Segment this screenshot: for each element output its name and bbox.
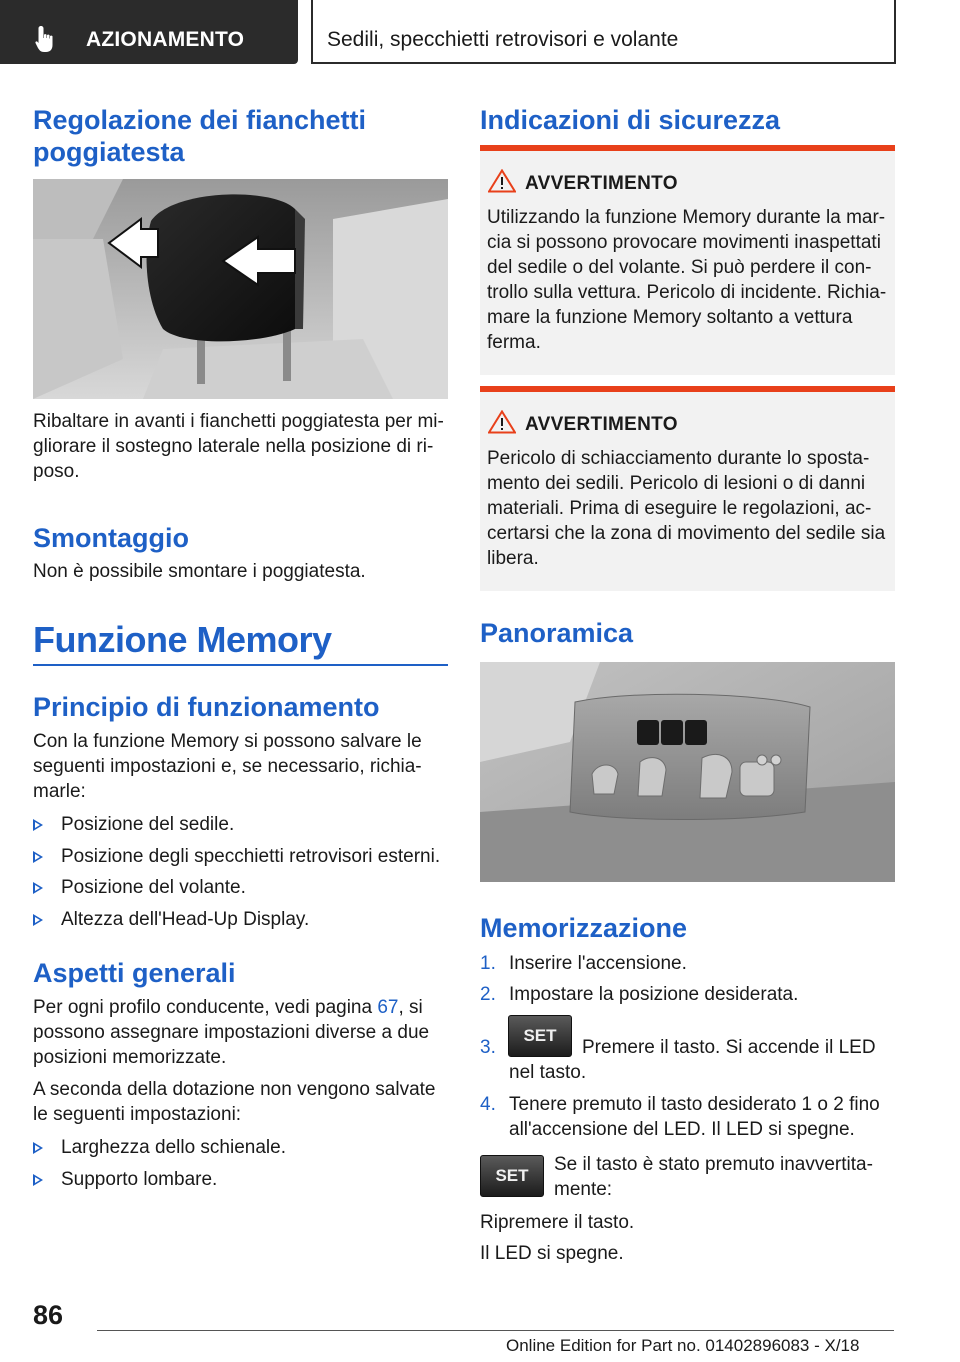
warning-title: AVVERTIMENTO: [525, 414, 678, 435]
text-line: Se il tasto è stato premuto inavvertita-: [554, 1154, 873, 1175]
overview-heading: Panoramica: [480, 618, 634, 648]
step-number: 4.: [480, 1094, 496, 1115]
text-line: ferma.: [487, 332, 541, 353]
bullet-triangle-icon: [33, 882, 43, 894]
warning-triangle-icon: [488, 410, 516, 434]
removal-heading: Smontaggio: [33, 523, 189, 553]
text-line: seguenti impostazioni e, se necessario, richia-: [33, 756, 422, 777]
text-line: del sedile o del volante. Si può perdere il con-: [487, 257, 872, 278]
text-line: cia si possono provocare movimenti inaspettati: [487, 232, 881, 253]
step-number: 1.: [480, 953, 496, 974]
text-line: poso.: [33, 461, 80, 482]
text-line: A seconda della dotazione non vengono salvate: [33, 1079, 436, 1100]
page-link[interactable]: 67: [377, 997, 399, 1018]
text-line: marle:: [33, 781, 86, 802]
general-text-2: [33, 1077, 435, 1127]
set-button-icon: SET: [508, 1015, 572, 1057]
list-item-text: Larghezza dello schienale.: [61, 1137, 286, 1158]
text-line: Il LED si spegne.: [480, 1243, 624, 1264]
text-line: possono assegnare impostazioni diverse a due: [33, 1022, 430, 1043]
list-item-text: Altezza dell'Head-Up Display.: [61, 909, 310, 930]
text-line: mare la funzione Memory soltanto a vettura: [487, 307, 853, 328]
bullet-triangle-icon: [33, 819, 43, 831]
memory-heading: Funzione Memory: [33, 619, 332, 660]
headrest-photo: [33, 179, 448, 399]
bullet-triangle-icon: [33, 1142, 43, 1154]
text-line: materiali. Prima di eseguire le regolazioni, ac-: [487, 498, 872, 519]
text-line: mento dei sedili. Pericolo di lesioni o di danni: [487, 473, 866, 494]
heading-line: Regolazione dei fianchetti: [33, 105, 367, 135]
principle-heading: Principio di funzionamento: [33, 692, 380, 722]
headrest-wings-heading: [33, 104, 366, 168]
step-text: Tenere premuto il tasto desiderato 1 o 2 fino: [509, 1094, 880, 1115]
step-text: Premere il tasto. Si accende il LED: [582, 1037, 876, 1058]
text-fragment: Per ogni profilo conducente, vedi pagina: [33, 997, 378, 1018]
list-item-text: Posizione del volante.: [61, 877, 246, 898]
edition-text: Online Edition for Part no. 01402896083 - X/18: [506, 1336, 860, 1355]
hand-pointer-icon: [34, 24, 60, 54]
step-text: Impostare la posizione desiderata.: [509, 984, 799, 1005]
general-text: [33, 995, 429, 1070]
text-line: Pericolo di schiacciamento durante lo sposta-: [487, 448, 870, 469]
step-text: nel tasto.: [509, 1062, 587, 1083]
list-item-text: Supporto lombare.: [61, 1169, 218, 1190]
text-fragment: , si: [398, 997, 423, 1018]
text-line: Ribaltare in avanti i fianchetti poggiatesta per mi-: [33, 411, 444, 432]
bullet-triangle-icon: [33, 851, 43, 863]
safety-heading: Indicazioni di sicurezza: [480, 105, 781, 135]
warning-text: [487, 205, 889, 355]
text-line: Utilizzando la funzione Memory durante la mar-: [487, 207, 886, 228]
text-line: Con la funzione Memory si possono salvare le: [33, 731, 422, 752]
set-button-icon: SET: [480, 1155, 544, 1197]
bullet-triangle-icon: [33, 914, 43, 926]
warning-title: AVVERTIMENTO: [525, 173, 678, 194]
text-line: trollo sulla vettura. Pericolo di incidente. Richia-: [487, 282, 887, 303]
step-number: 2.: [480, 984, 496, 1005]
heading-rule: [33, 664, 448, 666]
warning-text: [487, 446, 889, 571]
text-line: Ripremere il tasto.: [480, 1212, 635, 1233]
text-line: gliorare il sostegno laterale nella posizione di ri-: [33, 436, 434, 457]
text-line: certarsi che la zona di movimento del sedile sia: [487, 523, 886, 544]
principle-text: [33, 729, 422, 804]
section-label: AZIONAMENTO: [86, 28, 245, 51]
warning-box: [480, 145, 895, 375]
note-text: [554, 1152, 873, 1202]
general-heading: Aspetti generali: [33, 958, 236, 988]
bullet-triangle-icon: [33, 1174, 43, 1186]
text-line: libera.: [487, 548, 539, 569]
store-heading: Memorizzazione: [480, 913, 688, 943]
headrest-caption: [33, 409, 444, 484]
text-line: [33, 995, 429, 1020]
chapter-header: [311, 0, 896, 64]
footer-rule: [97, 1330, 894, 1331]
list-item-text: Posizione degli specchietti retrovisori esterni.: [61, 846, 441, 867]
warning-box: [480, 386, 895, 591]
step-number: 3.: [480, 1037, 496, 1058]
removal-text: Non è possibile smontare i poggiatesta.: [33, 561, 366, 582]
heading-line: poggiatesta: [33, 137, 185, 167]
text-line: mente:: [554, 1179, 613, 1200]
step-text: Inserire l'accensione.: [509, 953, 687, 974]
text-line: le seguenti impostazioni:: [33, 1104, 242, 1125]
list-item-text: Posizione del sedile.: [61, 814, 235, 835]
section-tab: [0, 0, 298, 64]
step-text: all'accensione del LED. Il LED si spegne.: [509, 1119, 855, 1140]
seat-controls-photo: [480, 662, 895, 882]
warning-triangle-icon: [488, 169, 516, 193]
chapter-title: Sedili, specchietti retrovisori e volante: [327, 28, 679, 51]
text-line: posizioni memorizzate.: [33, 1047, 227, 1068]
page-number: 86: [33, 1300, 64, 1330]
